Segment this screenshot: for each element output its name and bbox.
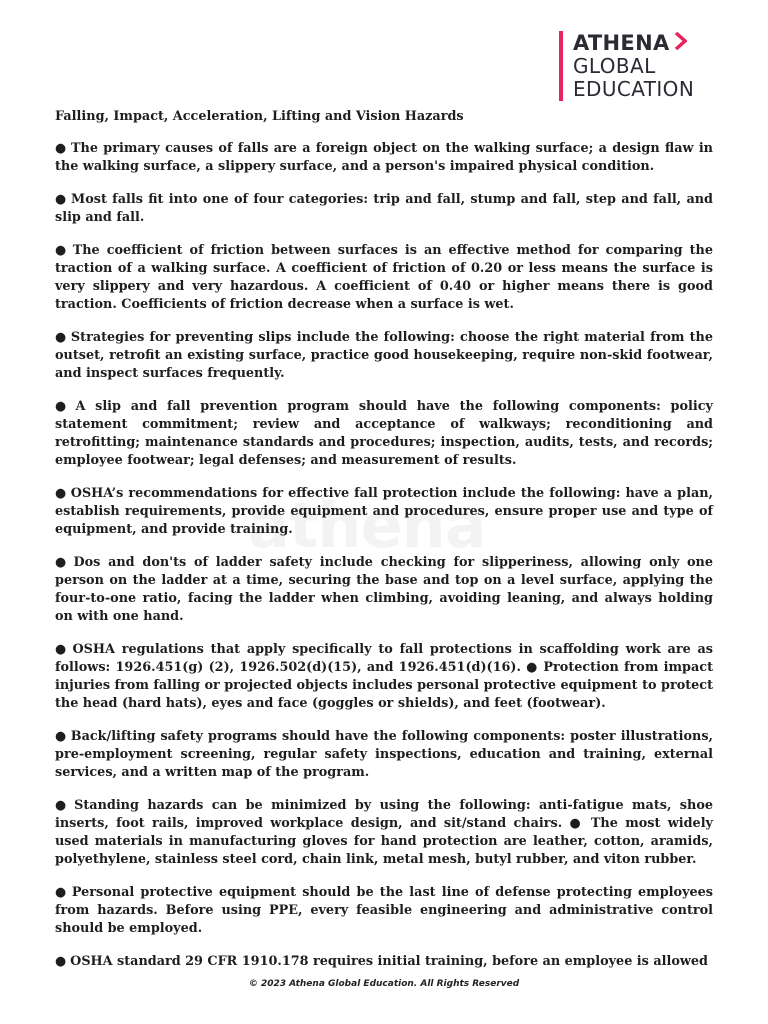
- paragraph-text: Dos and don'ts of ladder safety include checking for slipperiness, allowing only one person on the ladder at a time, securing the base and top on a level surface, applying the four-to-one ratio, facing the ladder when climbing, avoiding leaning, and always holding on with one hand.: [55, 555, 713, 624]
- paragraph-text: Standing hazards can be minimized by using the following: anti-fatigue mats, shoe inserts, foot rails, improved workplace design, and sit/stand chairs. ● The most widely used materials in manufacturing gloves for hand protection are leather, cotton, aramids, polyethylene, stainless steel cord, chain link, metal mesh, butyl rubber, and viton rubber.: [55, 798, 713, 867]
- bullet-icon: ●: [55, 729, 67, 744]
- bullet-icon: ●: [55, 141, 68, 156]
- bullet-icon: ●: [55, 555, 70, 570]
- paragraph-text: Personal protective equipment should be the last line of defense protecting employees from hazards. Before using PPE, every feasible engineering and administrative control should be employed.: [55, 885, 713, 936]
- logo-line-global: GLOBAL: [573, 54, 656, 78]
- bullet-icon: ●: [55, 954, 67, 969]
- bullet-paragraph: [55, 485, 713, 539]
- paragraph-text: The primary causes of falls are a foreign object on the walking surface; a design flaw in the walking surface, a slippery surface, and a person's impaired physical condition.: [55, 141, 713, 174]
- bullet-icon: ●: [55, 192, 68, 207]
- paragraph-text: Most falls fit into one of four categories: trip and fall, stump and fall, step and fall, and slip and fall.: [55, 192, 713, 225]
- bullet-paragraph: [55, 242, 713, 314]
- paragraph-text: OSHA regulations that apply specifically to fall protections in scaffolding work are as follows: 1926.451(g) (2), 1926.502(d)(15), and 1926.451(d)(16). ● Protection from impact injuries from falling or projected objects includes personal protective equipment to protect the head (hard hats), eyes and face (goggles or shields), and feet (footwear).: [55, 642, 713, 711]
- paragraph-text: OSHA standard 29 CFR 1910.178 requires initial training, before an employee is allowed: [70, 954, 708, 969]
- paragraph-text: Strategies for preventing slips include the following: choose the right material from the outset, retrofit an existing surface, practice good housekeeping, require non-skid footwear, and inspect surfaces frequently.: [55, 330, 713, 381]
- paragraph-text: A slip and fall prevention program should have the following components: policy statement commitment; review and acceptance of walkways; reconditioning and retrofitting; maintenance standards and procedures; inspection, audits, tests, and records; employee footwear; legal defenses; and measurement of results.: [55, 399, 713, 468]
- bullet-icon: ●: [55, 486, 67, 501]
- bullet-paragraph: [55, 884, 713, 938]
- paragraph-text: Back/lifting safety programs should have the following components: poster illustrations, pre-employment screening, regular safety inspections, education and training, external services, and a written map of the program.: [55, 729, 714, 780]
- bullet-icon: ●: [55, 243, 69, 258]
- bullet-paragraph: [55, 140, 713, 176]
- paragraph-text: The coefficient of friction between surfaces is an effective method for comparing the traction of a walking surface. A coefficient of friction of 0.20 or less means the surface is very slippery and very hazardous. A coefficient of 0.40 or higher means there is good traction. Coefficients of friction decrease when a surface is wet.: [55, 243, 713, 312]
- document-title: Falling, Impact, Acceleration, Lifting and Vision Hazards: [55, 109, 464, 124]
- logo-line-education: EDUCATION: [573, 77, 695, 101]
- bullet-paragraph: [55, 191, 713, 227]
- bullet-icon: ●: [55, 798, 71, 813]
- paragraph-list: [55, 140, 713, 971]
- bullet-paragraph: [55, 554, 713, 626]
- bullet-icon: ●: [55, 330, 67, 345]
- logo-athena-text: ATHENA: [573, 31, 670, 55]
- bullet-paragraph: [55, 329, 713, 383]
- bullet-paragraph: [55, 728, 713, 782]
- bullet-icon: ●: [55, 885, 68, 900]
- logo-line-athena: [573, 31, 694, 55]
- bullet-paragraph: [55, 641, 713, 713]
- chevron-right-icon: [674, 31, 687, 55]
- document-body: [55, 108, 713, 986]
- bullet-paragraph: [55, 797, 713, 869]
- bullet-icon: ●: [55, 399, 72, 414]
- copyright-footer: © 2023 Athena Global Education. All Rights Reserved: [248, 979, 520, 989]
- bullet-paragraph: [55, 398, 713, 470]
- paragraph-text: OSHA’s recommendations for effective fall protection include the following: have a plan, establish requirements, provide equipment and procedures, ensure proper use and type of equipment, and provide training.: [55, 486, 713, 537]
- athena-logo: [559, 31, 694, 101]
- bullet-icon: ●: [55, 642, 69, 657]
- bullet-paragraph: [55, 953, 713, 971]
